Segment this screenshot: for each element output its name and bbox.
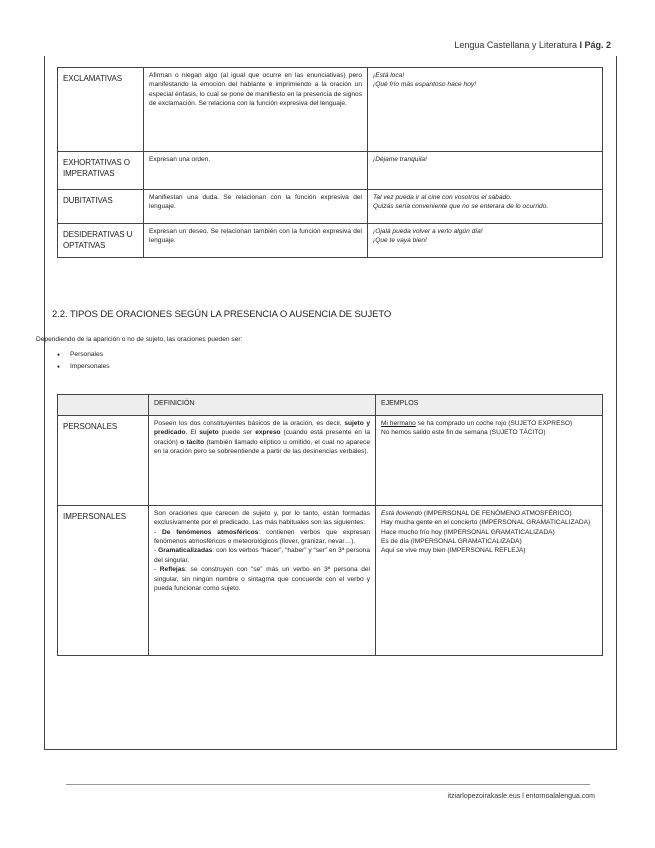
row-definition: Expresan un deseo. Se relacionan también con la función expresiva del lenguaje. — [144, 224, 368, 258]
row-definition: Son oraciones que carecen de sujeto y, por lo tanto, están formadas exclusivamente por el predicado. Las más habituales son las siguientes: - De fenómenos atmosféricos: contienen verbos que expresan fenómenos atmosféricos o meteorológicos (llover, granizar, nevar…). - Gramaticalizadas: con los verbos “hacer”, “haber” y “ser” en 3ª persona del singular. - Reflejas: se construyen con “se” más un verbo en 3ª persona del singular, sin ningún nombre o sintagma que concuerde con el verbo y pueda funcionar como sujeto. — [149, 506, 376, 656]
column-header-definition: DEFINICIÓN — [149, 395, 376, 416]
table-header-row — [58, 395, 603, 416]
row-label: DUBITATIVAS — [58, 190, 144, 224]
subject-types-table — [57, 394, 603, 656]
table-row — [58, 190, 603, 224]
row-examples: Está lloviendo (IMPERSONAL DE FENÓMENO ATMOSFÉRICO) Hay mucha gente en el concierto (IMPERSONAL GRAMATICALIZADA) Hace mucho frío hoy (IMPERSONAL GRAMATICALIZADA) Es de día (IMPERSONAL GRAMATICALIZADA) Aquí se vive muy bien (IMPERSONAL REFLEJA) — [376, 506, 603, 656]
row-examples: ¡Está loca! ¡Qué frío más espantoso hace hoy! — [368, 68, 603, 152]
table-row — [58, 416, 603, 506]
table-row — [58, 152, 603, 190]
row-definition: Expresan una orden. — [144, 152, 368, 190]
row-definition: Afirman o niegan algo (al igual que ocurre en las enunciativas) pero manifestando la emoción del hablante e imprimiendo a la oración un especial énfasis, lo cual se pone de manifiesto en la presencia de signos de exclamación. Se relaciona con la función expresiva del lenguaje. — [144, 68, 368, 152]
row-definition: Manifiestan una duda. Se relacionan con la función expresiva del lenguaje. — [144, 190, 368, 224]
row-examples: ¡Ojalá pueda volver a verlo algún día! ¡Que te vaya bien! — [368, 224, 603, 258]
page-header: Lengua Castellana y Literatura I Pág. 2 — [454, 40, 611, 50]
table-row — [58, 506, 603, 656]
section-title: 2.2. TIPOS DE ORACIONES SEGÚN LA PRESENCIA O AUSENCIA DE SUJETO — [52, 309, 392, 320]
list-item: ● Impersonales — [70, 363, 110, 370]
footer-divider — [66, 784, 590, 785]
section-intro: Dependiendo de la aparición o no de sujeto, las oraciones pueden ser: — [36, 336, 243, 343]
row-label: EXCLAMATIVAS — [58, 68, 144, 152]
row-label: EXHORTATIVAS O IMPERATIVAS — [58, 152, 144, 190]
page-number: Pág. 2 — [584, 40, 611, 50]
row-examples: ¡Déjame tranquila! — [368, 152, 603, 190]
table-row — [58, 68, 603, 152]
row-definition: Poseen los dos constituyentes básicos de la oración, es decir, sujeto y predicado. El sujeto puede ser expreso (cuando está presente en la oración) o tácito (también llamado elíptico u omitido, el cual no aparece en la oración pero se sobreentiende a partir de las desinencias verbales). — [149, 416, 376, 506]
footer-credits: itziarlopezoirakasle.eus l entornoalalengua.com — [447, 793, 595, 800]
row-examples: Mi hermano se ha comprado un coche rojo (SUJETO EXPRESO) No hemos salido este fin de semana (SUJETO TÁCITO) — [376, 416, 603, 506]
list-item: ● Personales — [70, 351, 103, 358]
table-row — [58, 224, 603, 258]
row-label: DESIDERATIVAS U OPTATIVAS — [58, 224, 144, 258]
column-header-examples: EJEMPLOS — [376, 395, 603, 416]
row-examples: Tal vez pueda ir al cine con vosotros el sábado. Quizás sería conveniente que no se enterara de lo ocurrido. — [368, 190, 603, 224]
sentence-types-table — [57, 67, 603, 258]
row-label: IMPERSONALES — [58, 506, 149, 656]
row-label: PERSONALES — [58, 416, 149, 506]
